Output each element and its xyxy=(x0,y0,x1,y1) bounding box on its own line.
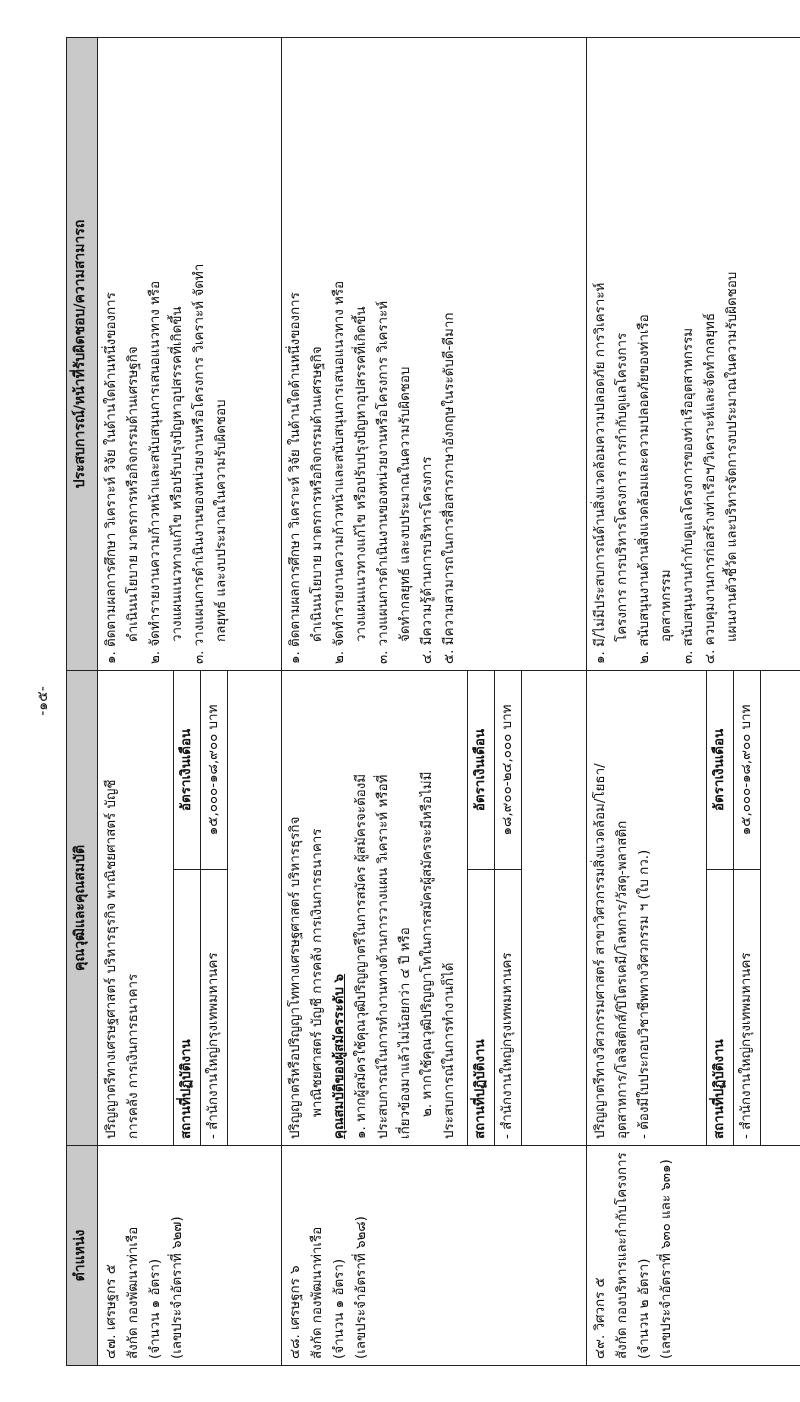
table-row xyxy=(282,38,587,1366)
position-line: สังกัด กองบริหารและกำกับโครงการ xyxy=(615,1152,630,1359)
header-experience: ประสบการณ์/หน้าที่รับผิดชอบ/ความสามารถ xyxy=(67,38,98,671)
location-header: สถานที่ปฏิบัติงาน xyxy=(174,869,201,1145)
page-number: -๑๕- xyxy=(35,686,51,716)
special-line: ๒. หากใช้คุณวุฒิปริญญาโทในการสมัครผู้สมัครจะมีหรือไม่มี xyxy=(420,771,435,1117)
salary-header: อัตราเงินเดือน xyxy=(707,671,734,870)
location-salary-table xyxy=(467,670,522,1146)
experience-line: ๔. ควบคุมงานการก่อสร้างท่าเรือฯ/วิเคราะห์และจัดทำกลยุทธ์ xyxy=(703,312,718,664)
position-line: (เลขประจำอัตราที่ ๖๓๐ และ ๖๓๑) xyxy=(659,1159,674,1359)
location-salary-table xyxy=(173,670,228,1146)
experience-line: ๒. จัดทำรายงานความก้าวหน้าและสนับสนุนการเสนอแนวทาง หรือ xyxy=(148,280,163,664)
experience-cell xyxy=(98,38,282,671)
experience-line: ๑. ติดตามผลการศึกษา วิเคราะห์ วิจัย ในด้านใดด้านหนึ่งของการ xyxy=(104,292,119,664)
position-line: (จำนวน ๒ อัตรา) xyxy=(637,1258,652,1359)
job-table xyxy=(66,37,800,1366)
location-value: - สำนักงานใหญ่กรุงเทพมหานคร xyxy=(734,869,761,1145)
special-line: ประสบการณ์ในการทำงานก็ได้ xyxy=(442,962,457,1139)
position-line: (เลขประจำอัตราที่ ๖๒๘) xyxy=(354,1216,369,1359)
experience-line: วางแผนแนวทางแก้ไข หรือปรับปรุงปัญหาอุปสรรคที่เกิดขึ้น xyxy=(354,306,369,642)
experience-line: ๑. มี/ไม่มีประสบการณ์ด้านสิ่งแวดล้อมความปลอดภัย การวิเคราะห์ xyxy=(593,282,608,664)
experience-line: ๓. วางแผนการดำเนินงานของหน่วยงานหรือโครงการ วิเคราะห์ จัดทำ xyxy=(192,263,207,664)
experience-line: ๔. มีความรู้ด้านการบริหารโครงการ xyxy=(420,456,435,664)
special-line: ๑. หากผู้สมัครใช้คุณวุฒิปริญญาตรีในการสมัคร ผู้สมัครจะต้องมี xyxy=(354,773,369,1139)
salary-value: ๑๕,๐๐๐-๑๘,๙๐๐ บาท xyxy=(734,671,761,870)
qualification-line: - ต้องมีใบประกอบวิชาชีพทางวิศวกรรม ฯ (ใบ กว.) xyxy=(637,849,652,1139)
header-qualification: คุณวุฒิและคุณสมบัติ xyxy=(67,671,98,1146)
salary-header: อัตราเงินเดือน xyxy=(468,671,495,870)
salary-value: ๑๘,๙๐๐-๒๔,๐๐๐ บาท xyxy=(495,671,522,870)
qualification-line: ปริญญาตรีหรือปริญญาโททางเศรษฐศาสตร์ บริหารธุรกิจ xyxy=(288,816,303,1139)
experience-line: ๒. สนับสนุนงานด้านสิ่งแวดล้อมและความปลอดภัยของท่าเรือ xyxy=(637,314,652,664)
location-value: - สำนักงานใหญ่กรุงเทพมหานคร xyxy=(495,870,522,1146)
qualification-cell xyxy=(587,671,800,1146)
experience-line: อุตสาหกรรม xyxy=(659,569,674,642)
table-row xyxy=(587,38,800,1366)
experience-line: โครงการ การบริหารโครงการ การกำกับดูแลโครงการ xyxy=(615,332,630,642)
header-position: ตำแหน่ง xyxy=(67,1146,98,1366)
experience-line: ๓. วางแผนการดำเนินงานของหน่วยงานหรือโครงการ วิเคราะห์ xyxy=(376,300,391,664)
experience-line: ๓. สนับสนุนงานกำกับดูแลโครงการของท่าเรืออุตสาหกรรม xyxy=(681,327,696,664)
experience-line: จัดทำกลยุทธ์ และงบประมาณในความรับผิดชอบ xyxy=(398,366,413,642)
experience-line: แผนงานตัวชี้วัด และบริหารจัดการงบประมาณในความรับผิดชอบ xyxy=(725,271,740,642)
position-line: สังกัด กองพัฒนาท่าเรือ xyxy=(126,1226,141,1359)
qualification-line: ปริญญาตรีทางเศรษฐศาสตร์ บริหารธุรกิจ พาณิชยศาสตร์ บัญชี xyxy=(104,779,119,1139)
salary-value: ๑๕,๐๐๐-๑๘,๙๐๐ บาท xyxy=(201,671,228,870)
qualification-cell xyxy=(98,671,282,1146)
special-line: เกี่ยวข้องมาแล้วไม่น้อยกว่า ๔ ปี หรือ xyxy=(398,927,413,1139)
position-line: สังกัด กองพัฒนาท่าเรือ xyxy=(310,1226,325,1359)
qualification-cell xyxy=(282,671,587,1146)
experience-cell xyxy=(282,38,587,671)
position-line: (จำนวน ๑ อัตรา) xyxy=(148,1258,163,1359)
experience-cell xyxy=(587,38,800,671)
location-header: สถานที่ปฏิบัติงาน xyxy=(468,870,495,1146)
location-header: สถานที่ปฏิบัติงาน xyxy=(707,869,734,1145)
experience-line: ๒. จัดทำรายงานความก้าวหน้าและสนับสนุนการเสนอแนวทาง หรือ xyxy=(332,280,347,664)
table-row xyxy=(98,38,282,1366)
position-cell xyxy=(587,1146,800,1366)
experience-line: ๑. ติดตามผลการศึกษา วิเคราะห์ วิจัย ในด้านใดด้านหนึ่งของการ xyxy=(288,292,303,664)
experience-line: ดำเนินนโยบาย มาตรการหรือกิจกรรมด้านเศรษฐกิจ xyxy=(126,346,141,642)
position-line: (จำนวน ๑ อัตรา) xyxy=(332,1258,347,1359)
experience-line: ดำเนินนโยบาย มาตรการหรือกิจกรรมด้านเศรษฐกิจ xyxy=(310,346,325,642)
qualification-line: การคลัง การเงินการธนาคาร xyxy=(126,973,141,1139)
location-value: - สำนักงานใหญ่กรุงเทพมหานคร xyxy=(201,869,228,1145)
qualification-line: พาณิชยศาสตร์ บัญชี การคลัง การเงินการธนาคาร xyxy=(310,828,325,1117)
special-qualification-title: คุณสมบัติของผู้สมัครระดับ ๖ xyxy=(332,973,347,1139)
experience-line: กลยุทธ์ และงบประมาณในความรับผิดชอบ xyxy=(214,399,229,642)
position-line: ๔๙. วิศวกร ๕ xyxy=(593,1277,608,1359)
special-line: ประสบการณ์ในการทำงานทางด้านการวางแผน วิเคราะห์ หรือที่ xyxy=(376,774,391,1139)
position-line: (เลขประจำอัตราที่ ๖๒๗) xyxy=(170,1216,185,1359)
position-line: ๔๘. เศรษฐกร ๖ xyxy=(288,1265,303,1359)
qualification-line: อุตสาหการ/โลจิสติกส์/ปิโตรเคมี/โลหการ/วัสดุ-พลาสติก xyxy=(615,820,630,1139)
qualification-line: ปริญญาตรีทางวิศวกรรมศาสตร์ สาขาวิศวกรรมสิ่งแวดล้อม/โยธา/ xyxy=(593,763,608,1139)
position-cell xyxy=(98,1146,282,1366)
position-cell xyxy=(282,1146,587,1366)
position-line: ๔๗. เศรษฐกร ๕ xyxy=(104,1264,119,1359)
table-header-row xyxy=(67,38,98,1366)
experience-line: ๕. มีความสามารถในการสื่อสารภาษาอังกฤษในระดับดี-ดีมาก xyxy=(442,312,457,664)
salary-header: อัตราเงินเดือน xyxy=(174,671,201,870)
experience-line: วางแผนแนวทางแก้ไข หรือปรับปรุงปัญหาอุปสรรคที่เกิดขึ้น xyxy=(170,306,185,642)
location-salary-table xyxy=(706,670,761,1146)
